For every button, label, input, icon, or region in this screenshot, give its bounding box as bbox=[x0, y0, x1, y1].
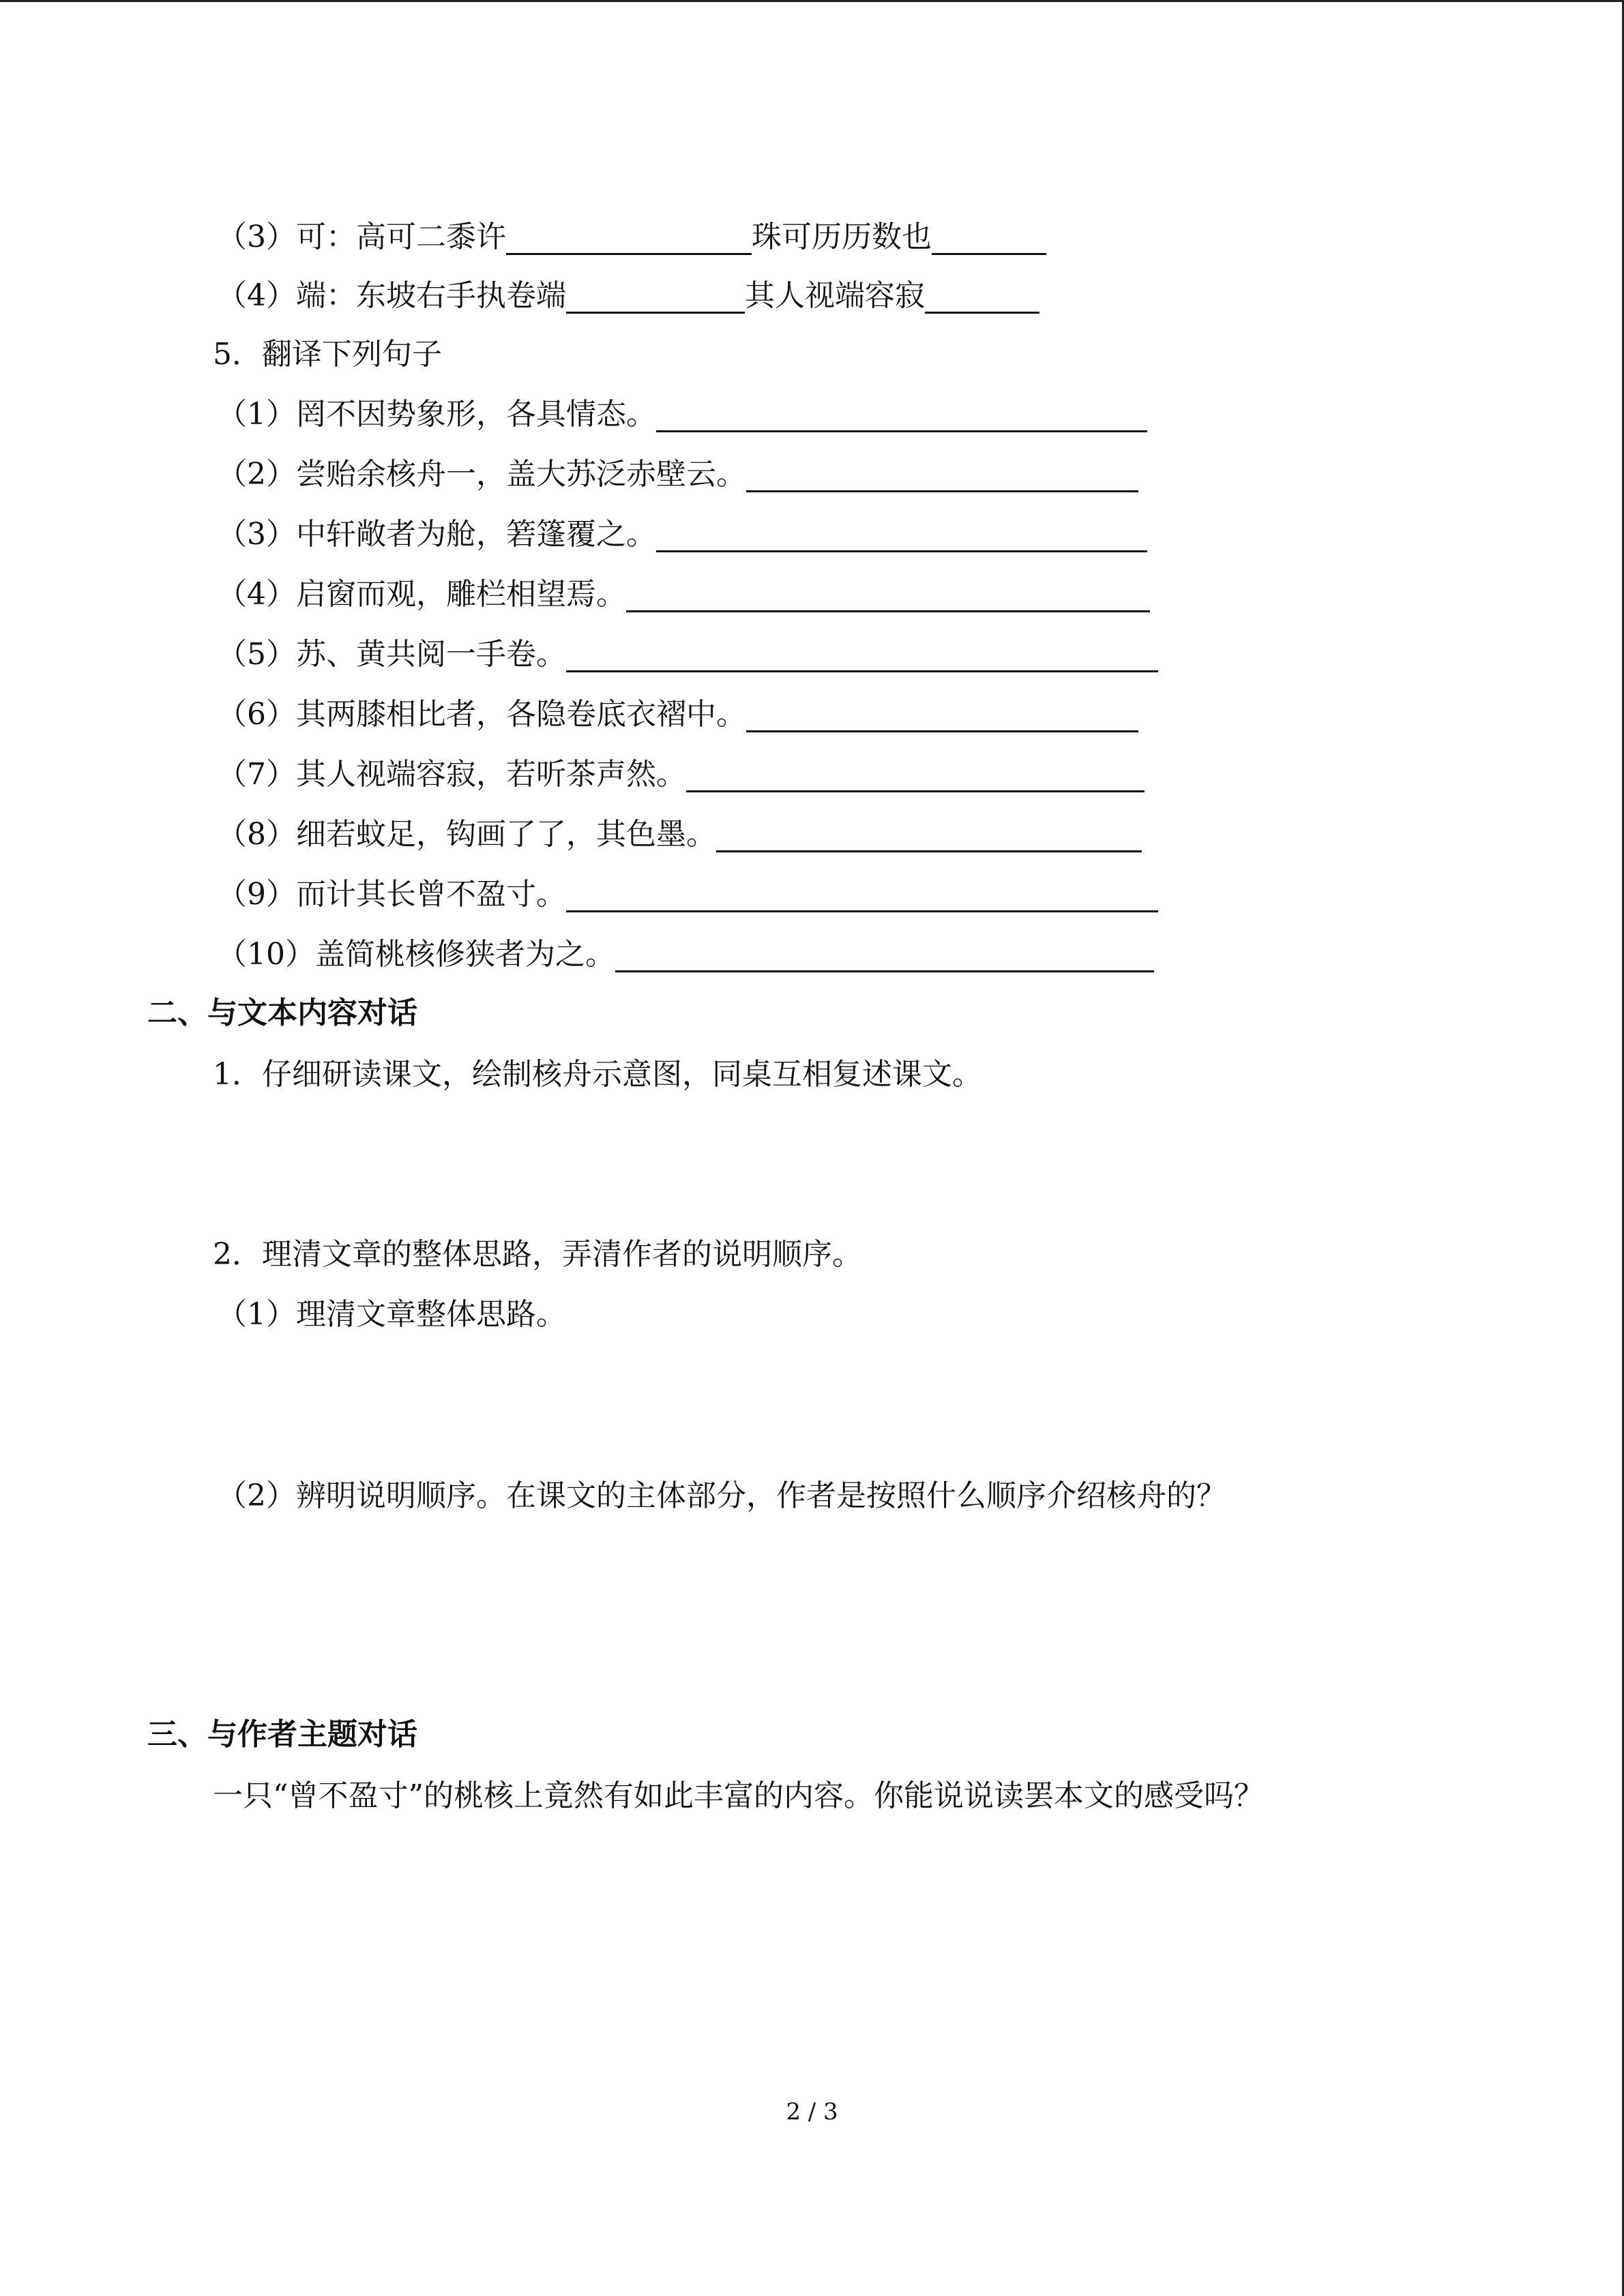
item-4-prefix: （4）端：东坡右手执卷端 bbox=[217, 278, 566, 313]
translation-2-blank[interactable] bbox=[746, 459, 1138, 492]
translation-4 bbox=[217, 574, 1150, 615]
item-3-prefix: （3）可：高可二黍许 bbox=[217, 220, 506, 254]
translation-4-blank[interactable] bbox=[626, 579, 1150, 612]
translation-5-blank[interactable] bbox=[566, 639, 1158, 672]
item-3-line bbox=[217, 217, 1046, 258]
translation-3 bbox=[217, 514, 1147, 555]
item-3-middle: 珠可历历数也 bbox=[752, 220, 932, 254]
translation-8-blank[interactable] bbox=[716, 819, 1142, 852]
section-2-q2 bbox=[213, 1234, 862, 1275]
section-3-q bbox=[213, 1776, 1264, 1817]
section-2-q2-2-text: （2）辨明说明顺序。在课文的主体部分，作者是按照什么顺序介绍核舟的？ bbox=[217, 1478, 1226, 1513]
item-4-blank-1[interactable] bbox=[566, 280, 745, 314]
translation-8-text: （8）细若蚊足，钩画了了，其色墨。 bbox=[217, 817, 716, 852]
translation-10-text: （10）盖简桃核修狭者为之。 bbox=[217, 937, 615, 972]
translation-1 bbox=[217, 394, 1147, 435]
translation-9-text: （9）而计其长曾不盈寸。 bbox=[217, 877, 566, 912]
item-4-line bbox=[217, 275, 1039, 316]
section-2-q2-1-text: （1）理清文章整体思路。 bbox=[217, 1297, 566, 1332]
q5-title-text: 5．翻译下列句子 bbox=[213, 337, 442, 372]
q5-title bbox=[213, 334, 442, 375]
item-3-blank-2[interactable] bbox=[932, 222, 1046, 255]
translation-6 bbox=[217, 694, 1138, 735]
item-4-blank-2[interactable] bbox=[925, 280, 1039, 314]
translation-6-blank[interactable] bbox=[746, 699, 1138, 732]
section-2-q2-1 bbox=[217, 1294, 566, 1335]
translation-2 bbox=[217, 454, 1138, 495]
translation-9-blank[interactable] bbox=[566, 879, 1158, 912]
translation-7-blank[interactable] bbox=[686, 759, 1145, 792]
translation-3-text: （3）中轩敞者为舱，箬篷覆之。 bbox=[217, 517, 656, 552]
translation-5 bbox=[217, 634, 1158, 675]
translation-1-blank[interactable] bbox=[656, 399, 1147, 432]
section-2-heading: 二、与文本内容对话 bbox=[147, 996, 417, 1030]
section-2-q1-text: 1．仔细研读课文，绘制核舟示意图，同桌互相复述课文。 bbox=[213, 1057, 982, 1092]
section-2-q2-2 bbox=[217, 1476, 1226, 1517]
item-3-blank-1[interactable] bbox=[506, 222, 752, 255]
translation-2-text: （2）尝贻余核舟一，盖大苏泛赤壁云。 bbox=[217, 457, 746, 492]
section-2-q1 bbox=[213, 1054, 982, 1095]
section-2-q2-text: 2．理清文章的整体思路，弄清作者的说明顺序。 bbox=[213, 1237, 862, 1272]
item-4-middle: 其人视端容寂 bbox=[745, 278, 925, 313]
translation-4-text: （4）启窗而观，雕栏相望焉。 bbox=[217, 577, 626, 612]
section-3-q-text: 一只“曾不盈寸”的桃核上竟然有如此丰富的内容。你能说说读罢本文的感受吗？ bbox=[213, 1778, 1264, 1813]
section-3-heading: 三、与作者主题对话 bbox=[147, 1717, 417, 1752]
translation-7-text: （7）其人视端容寂，若听茶声然。 bbox=[217, 757, 686, 792]
translation-9 bbox=[217, 874, 1158, 915]
translation-6-text: （6）其两膝相比者，各隐卷底衣褶中。 bbox=[217, 697, 746, 732]
page-border-top bbox=[0, 0, 1624, 2]
translation-8 bbox=[217, 814, 1142, 855]
translation-5-text: （5）苏、黄共阅一手卷。 bbox=[217, 637, 566, 672]
translation-10-blank[interactable] bbox=[615, 939, 1154, 972]
translation-10 bbox=[217, 934, 1154, 975]
translation-3-blank[interactable] bbox=[656, 519, 1147, 552]
translation-7 bbox=[217, 754, 1145, 795]
translation-1-text: （1）罔不因势象形，各具情态。 bbox=[217, 397, 656, 432]
page-number: 2 / 3 bbox=[786, 2098, 838, 2126]
